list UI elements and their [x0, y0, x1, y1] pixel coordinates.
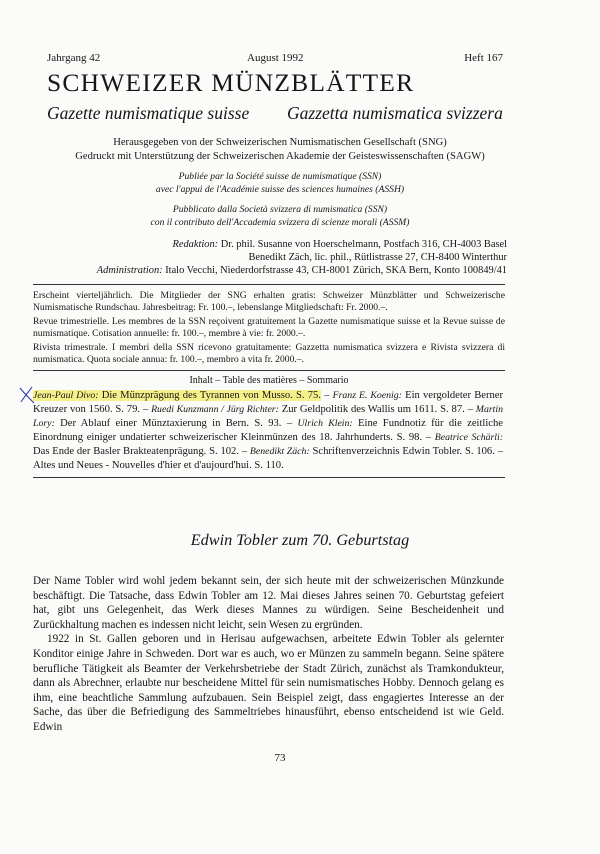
toc-title: Die Münzprägung des Tyrannen von Musso. S. 75.	[101, 390, 321, 401]
toc-separator: –	[422, 432, 435, 443]
divider-contents	[33, 370, 505, 371]
toc-author: Jean-Paul Divo:	[33, 390, 99, 401]
toc-title: Der Ablauf einer Münztaxierung in Bern. S. 93.	[60, 418, 282, 429]
toc-author: Franz E. Koenig:	[332, 390, 402, 401]
issue-date: August 1992	[247, 52, 304, 64]
toc-title: Das Ende der Basler Brakteatenprägung. S. 102.	[33, 446, 239, 457]
divider-bottom	[33, 477, 505, 478]
toc-entry-7[interactable]	[250, 446, 495, 457]
toc-separator: –	[281, 418, 298, 429]
admin-address: Italo Vecchi, Niederdorfstrasse 43, CH-8001 Zürich, SKA Bern, Konto 100849/41	[165, 265, 507, 276]
toc-entry-1[interactable]	[33, 390, 321, 401]
article-title: Edwin Tobler zum 70. Geburtstag	[190, 531, 410, 549]
publisher-fr-line1: Publiée par la Société suisse de numismatique (SSN)	[178, 171, 382, 182]
notice-italian: Rivista trimestrale. I membri della SSN ricevono gratuitamente: Gazzetta numismatica svizzera e Rivista svizzera di numismatica. Quota sociale annua: fr. 100.–, membro a vita fr. 2000.–.	[33, 342, 505, 366]
masthead-meta	[47, 52, 503, 66]
toc-separator: –	[320, 390, 333, 401]
toc-separator: –	[464, 404, 476, 415]
table-of-contents	[33, 389, 503, 473]
volume-label: Jahrgang 42	[47, 52, 101, 64]
toc-author: Ulrich Klein:	[297, 418, 353, 429]
publisher-it-line2: con il contributo dell'Accademia svizzera di scienze morali (ASSM)	[150, 217, 410, 228]
subtitle-italian: Gazzetta numismatica svizzera	[287, 103, 503, 123]
toc-author: Ruedi Kunzmann / Jürg Richter:	[151, 404, 279, 415]
subtitle-french: Gazette numismatique suisse	[47, 103, 250, 123]
editor-line-1	[40, 238, 507, 251]
journal-title: SCHWEIZER MÜNZBLÄTTER	[47, 68, 415, 97]
toc-entry-3[interactable]	[151, 404, 465, 415]
redaktion-label: Redaktion:	[172, 239, 219, 250]
journal-subtitles	[47, 103, 507, 125]
page-number: 73	[274, 752, 286, 764]
publisher-fr-line2: avec l'appui de l'Académie suisse des sciences humaines (ASSH)	[155, 184, 405, 195]
redaktion-address-1: Dr. phil. Susanne von Hoerschelmann, Postfach 316, CH-4003 Basel	[220, 239, 507, 250]
article-paragraph-1: Der Name Tobler wird wohl jedem bekannt sein, der sich heute mit der schweizerischen Münzkunde beschäftigt. Die Tatsache, dass Edwin Tobler am 12. Mai dieses Jahres seinen 70. Geburtstag gefeiert hat, gibt uns Gelegenheit, das Werk dieses Mannes zu würdigen. Seine Bescheidenheit und Zurückhaltung machen es indessen nicht leicht, sein Wesen zu ergründen.	[33, 575, 504, 631]
admin-label: Administration:	[96, 265, 163, 276]
publisher-de-line2: Gedruckt mit Unterstützung der Schweizerischen Akademie der Geisteswissenschaften (SAGW)	[75, 151, 485, 162]
toc-separator: –	[140, 404, 152, 415]
notice-german: Erscheint vierteljährlich. Die Mitglieder der SNG erhalten gratis: Schweizer Münzblätter und Schweizerische Numismatische Rundschau. Jahresbeitrag: Fr. 100.–, lebenslange Mitgliedschaft: Fr. 2000.–.	[33, 290, 505, 314]
toc-separator: –	[239, 446, 250, 457]
notice-french: Revue trimestrielle. Les membres de la SSN reçoivent gratuitement la Gazette numismatique suisse et la Revue suisse de numismatique. Cotisation annuelle: fr. 100.–, membre à vie: fr. 2000.–.	[33, 316, 505, 340]
contents-heading: Inhalt – Table des matières – Sommario	[189, 375, 349, 386]
toc-author: Martin Lory:	[33, 404, 504, 429]
issue-number: Heft 167	[464, 52, 503, 64]
administration-line	[40, 264, 507, 277]
toc-author: Benedikt Zäch:	[249, 446, 310, 457]
toc-title: Schriftenverzeichnis Edwin Tobler. S. 106.	[312, 446, 495, 457]
article-paragraph-2: 1922 in St. Gallen geboren und in Herisau aufgewachsen, arbeitete Edwin Tobler als gelernter Konditor einige Jahre in Schweden. Dort war es auch, wo er Münzen zu sammeln begann. Seine spätere berufliche Tätigkeit als Beamter der Verkehrsbetriebe der Stadt Zürich, zunächst als Tramkondukteur, dann als Abrechner, erlaubte nur bescheidene Mittel für sein numismatisches Hobby. Dennoch gelang es ihm, eine beachtliche Sammlung aufzubauen. Sein Beispiel zeigt, dass engagiertes Interesse an der Sache, das über die Befriedigung des Sammeltriebes hinausführt, ebenso entscheidend ist wie Geld. Edwin	[33, 633, 504, 733]
editor-line-2: Benedikt Zäch, lic. phil., Rütlistrasse 27, CH-8400 Winterthur	[248, 252, 507, 263]
publisher-it-line1: Pubblicato dalla Società svizzera di numismatica (SSN)	[172, 204, 388, 215]
divider-top	[33, 284, 505, 285]
toc-title: Ein vergoldeter Berner Kreuzer von 1560. S. 79.	[33, 390, 504, 415]
toc-title: Eine Fundnotiz für die zeitliche Einordnung einiger undatierter schweizerischer Kleinmünzen des 18. Jahrhunderts. S. 98.	[33, 418, 503, 443]
article-body	[33, 574, 504, 735]
toc-title: Zur Geldpolitik des Wallis um 1611. S. 87.	[281, 404, 465, 415]
toc-entry-8[interactable]: – Altes und Neues - Nouvelles d'hier et d'aujourd'hui. S. 110.	[33, 446, 503, 471]
toc-author: Beatrice Schärli:	[434, 432, 504, 443]
publisher-de-line1: Herausgegeben von der Schweizerischen Numismatischen Gesellschaft (SNG)	[113, 137, 447, 148]
